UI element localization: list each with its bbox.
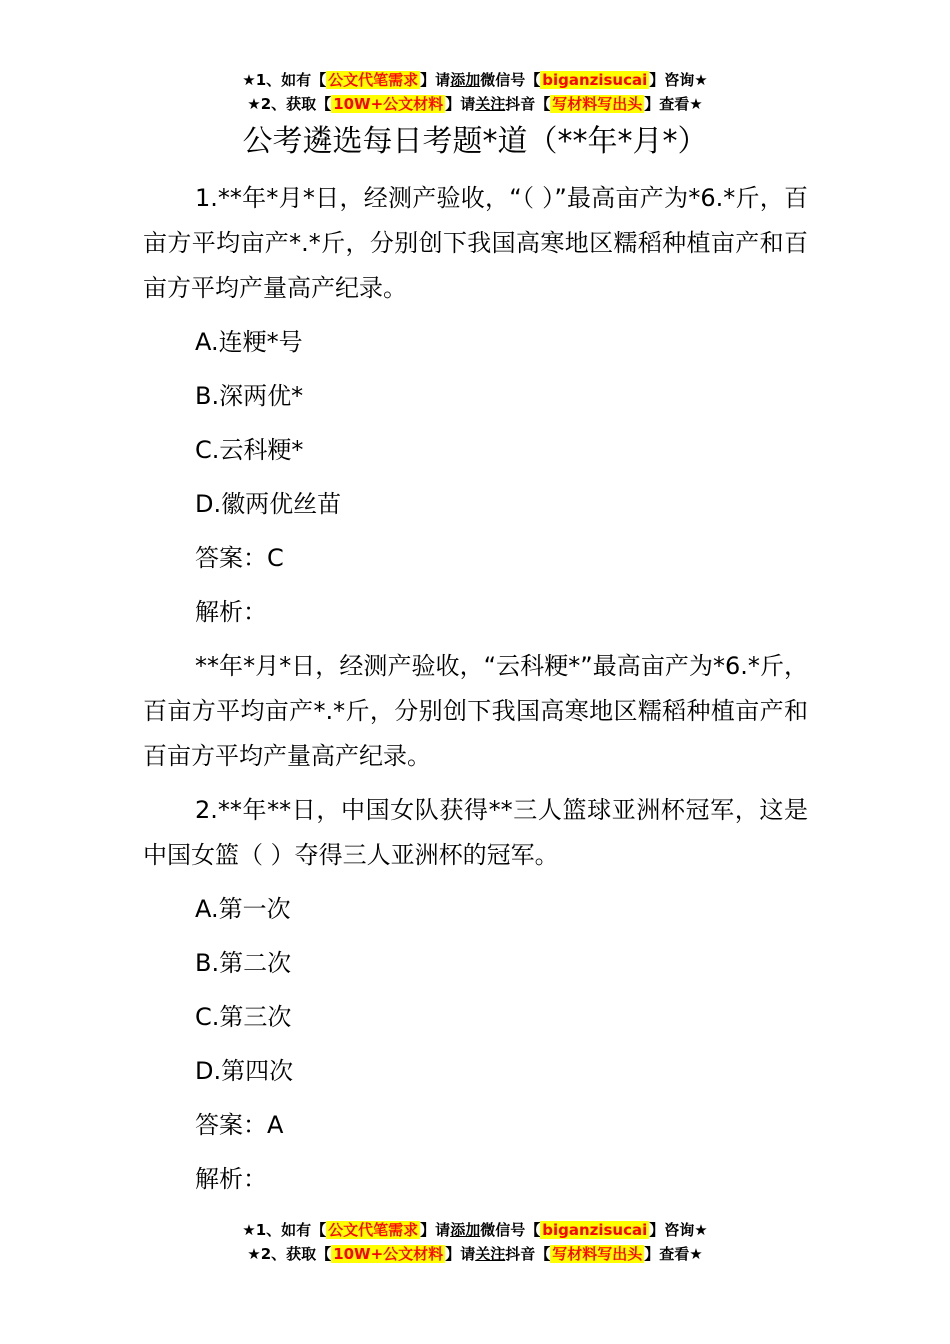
q2-option-d: D.第四次 bbox=[195, 1057, 294, 1085]
q1-analysis-label: 解析： bbox=[195, 598, 267, 626]
q1-option-d: D.徽两优丝苗 bbox=[195, 490, 342, 518]
highlight-wechat-id: biganzisucai bbox=[542, 71, 648, 89]
header-banner bbox=[0, 68, 950, 116]
banner-line-1: ★1、如有【 公文代笔需求 】请添加微信号【 biganzisucai 】咨询★ bbox=[242, 71, 708, 89]
highlight-service: 公文代笔需求 bbox=[328, 71, 419, 89]
highlight-douyin: 写材料写出头 bbox=[552, 1245, 643, 1263]
page-title: 公考遴选每日考题*道（**年*月*） bbox=[242, 124, 708, 159]
highlight-materials: 10W+公文材料 bbox=[333, 95, 444, 113]
footer-line-2: ★2、获取【 10W+公文材料 】请关注抖音【 写材料写出头 】查看★ bbox=[247, 1245, 703, 1263]
q1-option-c: C.云科粳* bbox=[195, 436, 304, 464]
q2-analysis-label: 解析： bbox=[195, 1165, 267, 1193]
q1-answer: 答案：C bbox=[195, 544, 284, 572]
question-1-stem: 1.**年*月*日，经测产验收，“（ ）”最高亩产为*6.*斤，百亩方平均亩产*.*斤，分别创下我国高寒地区糯稻种植亩产和百亩方平均产量高产纪录。 bbox=[143, 184, 808, 302]
highlight-service: 公文代笔需求 bbox=[328, 1221, 419, 1239]
q2-answer: 答案：A bbox=[195, 1111, 284, 1139]
question-2-stem: 2.**年**日，中国女队获得**三人篮球亚洲杯冠军，这是中国女篮（ ）夺得三人亚洲杯的冠军。 bbox=[143, 796, 808, 869]
q1-option-a: A.连粳*号 bbox=[195, 328, 303, 356]
highlight-wechat-id: biganzisucai bbox=[542, 1221, 648, 1239]
q2-option-a: A.第一次 bbox=[195, 895, 291, 923]
q2-option-c: C.第三次 bbox=[195, 1003, 292, 1031]
highlight-douyin: 写材料写出头 bbox=[552, 95, 643, 113]
banner-line-2: ★2、获取【 10W+公文材料 】请关注抖音【 写材料写出头 】查看★ bbox=[247, 95, 703, 113]
footer-line-1: ★1、如有【 公文代笔需求 】请添加微信号【 biganzisucai 】咨询★ bbox=[242, 1221, 708, 1239]
footer-banner bbox=[0, 1218, 950, 1266]
q2-option-b: B.第二次 bbox=[195, 949, 292, 977]
document-body bbox=[143, 176, 808, 1211]
highlight-materials: 10W+公文材料 bbox=[333, 1245, 444, 1263]
q1-option-b: B.深两优* bbox=[195, 382, 304, 410]
q1-analysis: **年*月*日，经测产验收，“云科粳*”最高亩产为*6.*斤，百亩方平均亩产*.*斤，分别创下我国高寒地区糯稻种植亩产和百亩方平均产量高产纪录。 bbox=[143, 652, 808, 770]
